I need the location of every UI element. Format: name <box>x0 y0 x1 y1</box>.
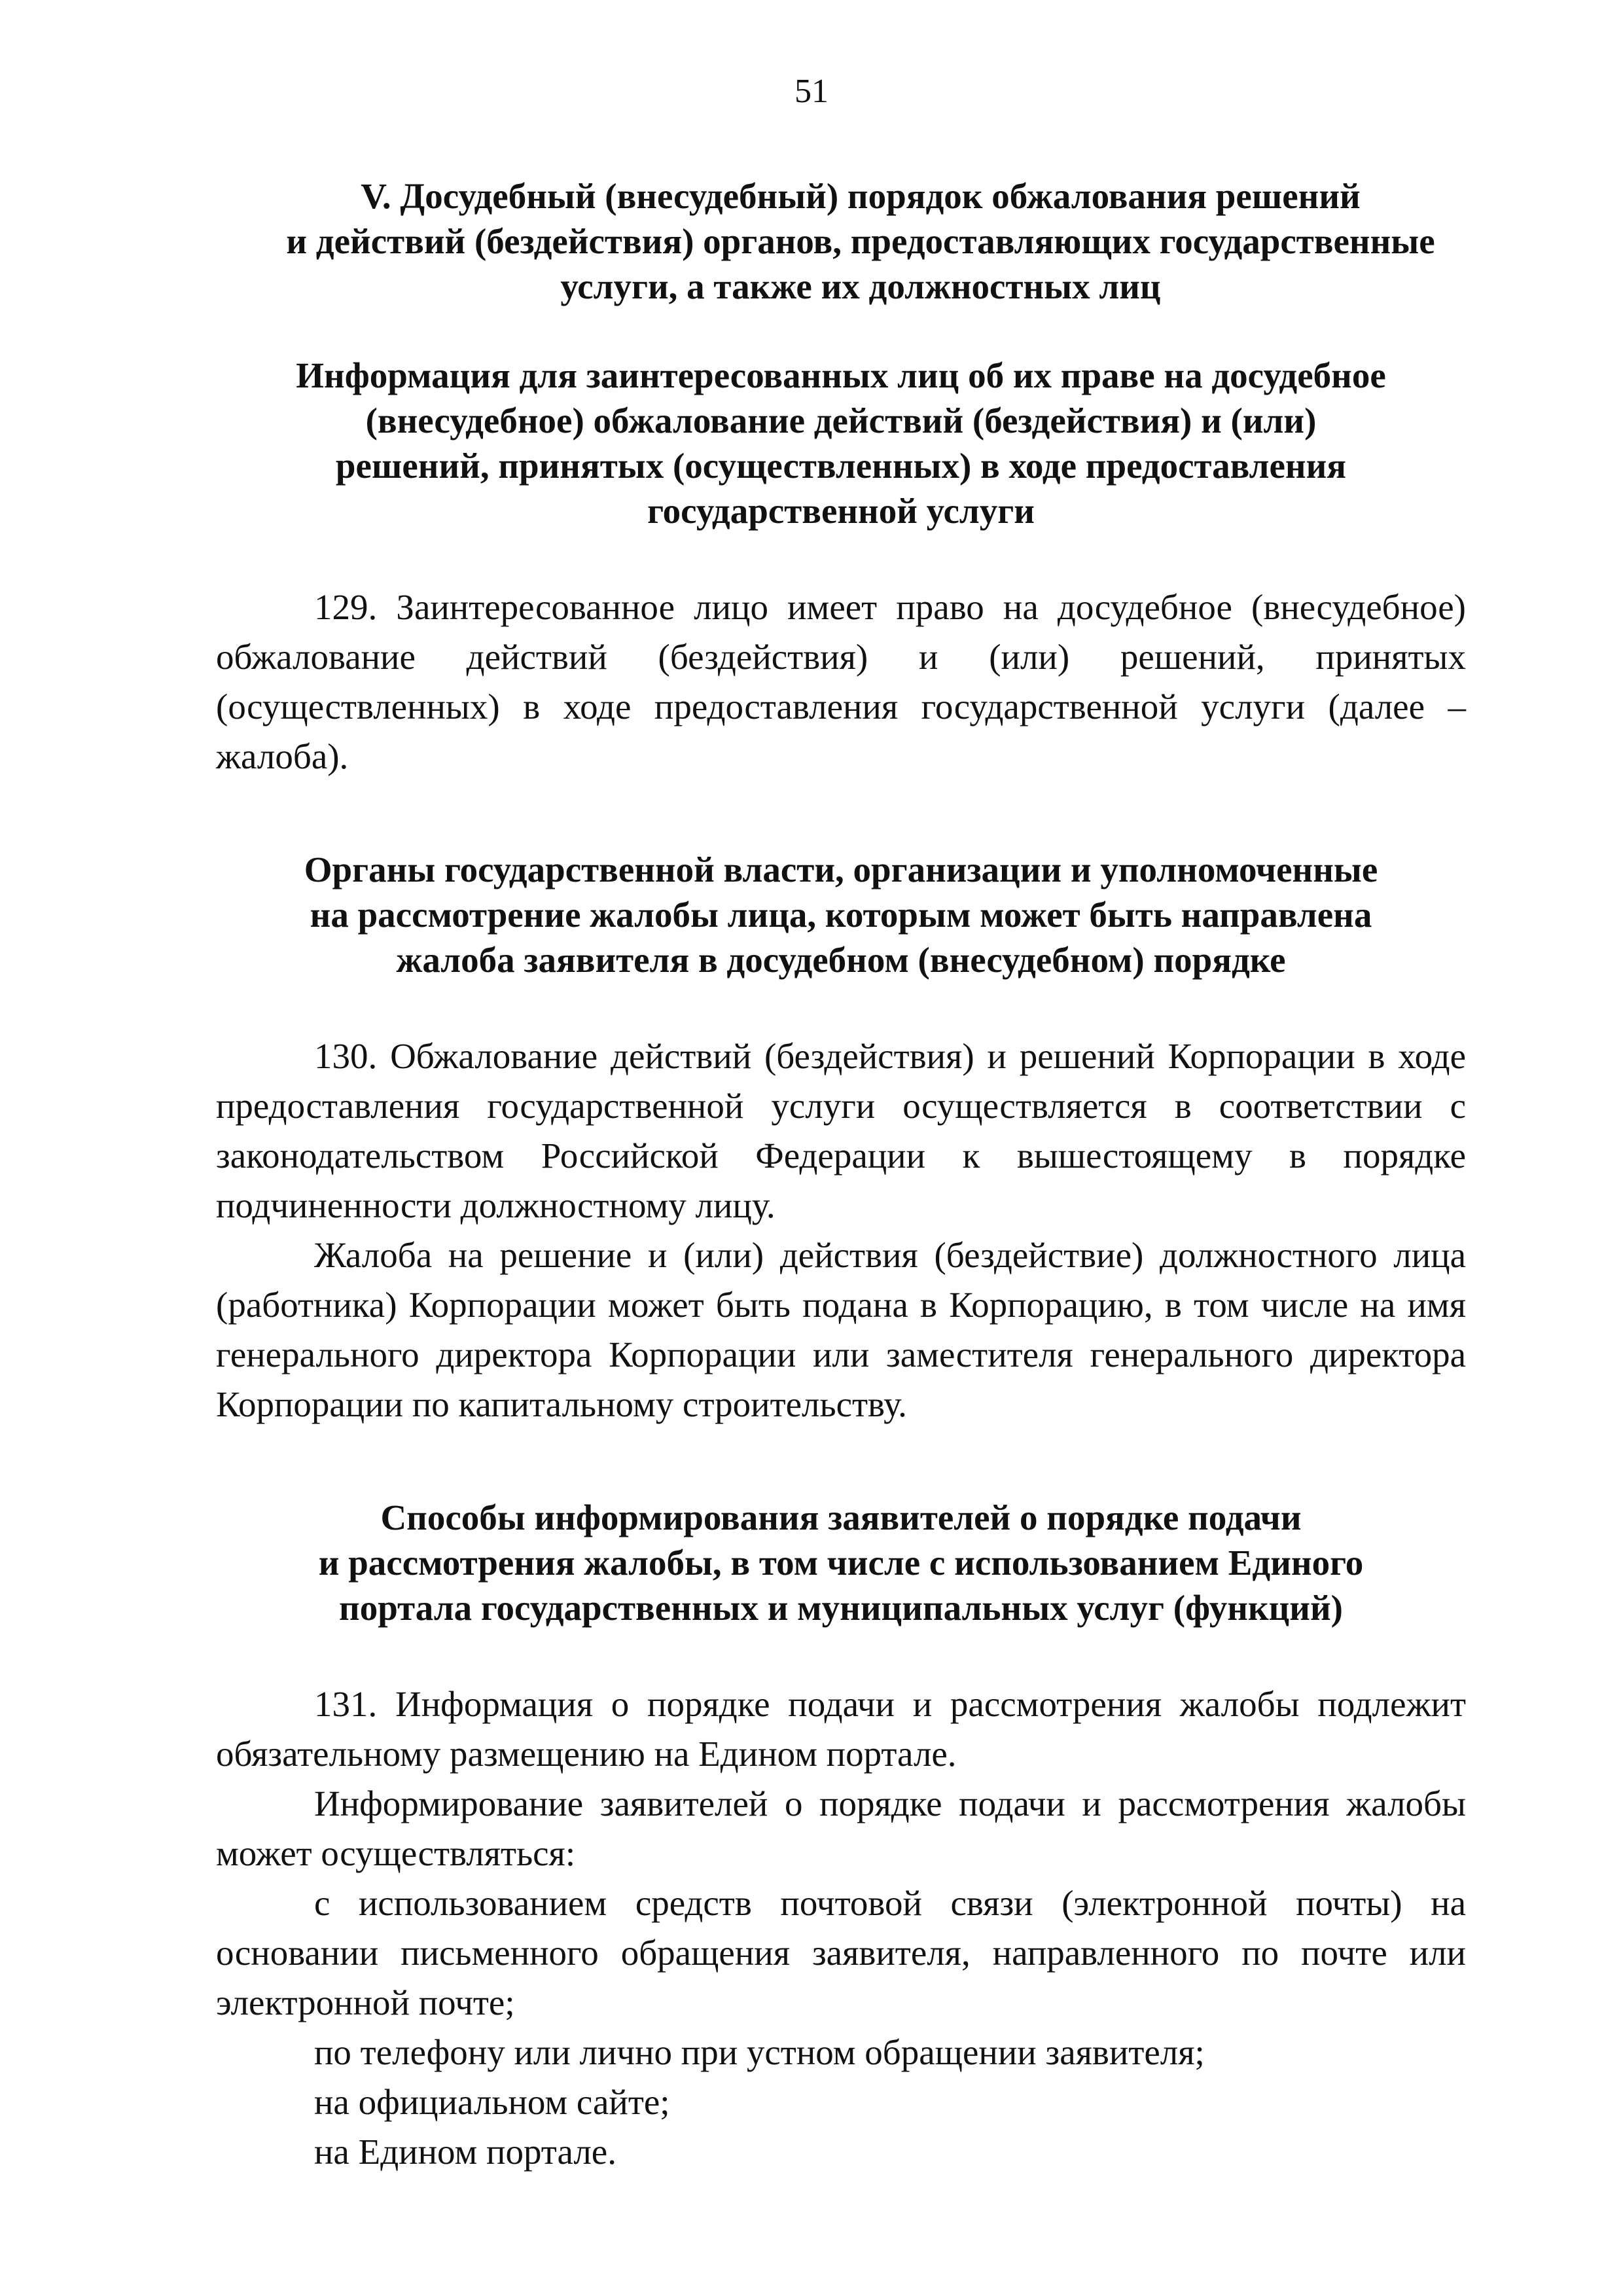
paragraph: с использованием средств почтовой связи (электронной почты) на основании письменного обращения заявителя, направленного по почте или электронной почте; <box>216 1883 1466 2022</box>
page-number: 51 <box>794 73 829 110</box>
subsection-heading: Способы информирования заявителей о порядке подачи и рассмотрения жалобы, в том числе с использованием Единого портала государственных и муниципальных услуг (функций) <box>318 1498 1364 1628</box>
document-body <box>216 173 1466 2177</box>
section-title: V. Досудебный (внесудебный) порядок обжалования решений и действий (бездействия) органов, предоставляющих государственные услуги, а также их должностных лиц <box>286 176 1435 306</box>
paragraph: Информирование заявителей о порядке подачи и рассмотрения жалобы может осуществляться: <box>216 1784 1466 1873</box>
list-line: по телефону или лично при устном обращении заявителя; <box>314 2032 1205 2072</box>
subsection-heading: Органы государственной власти, организации и уполномоченные на рассмотрение жалобы лица, которым может быть направлена жалоба заявителя в досудебном (внесудебном) порядке <box>304 850 1378 980</box>
paragraph: 129. Заинтересованное лицо имеет право на досудебное (внесудебное) обжалование действий (бездействия) и (или) решений, принятых (осуществленных) в ходе предоставления государственной услуги (далее – жалоба). <box>216 587 1466 776</box>
subsection-heading: Информация для заинтересованных лиц об их праве на досудебное (внесудебное) обжалование действий (бездействия) и (или) решений, принятых (осуществленных) в ходе предоставления государственной услуги <box>296 355 1386 531</box>
paragraph: Жалоба на решение и (или) действия (бездействие) должностного лица (работника) Корпорации может быть подана в Корпорацию, в том числе на имя генерального директора Корпорации или заместителя генерального директора Корпорации по капитальному строительству. <box>216 1235 1466 1424</box>
list-line: на Едином портале. <box>314 2132 616 2172</box>
paragraph: 131. Информация о порядке подачи и рассмотрения жалобы подлежит обязательному размещению на Едином портале. <box>216 1684 1466 1774</box>
list-line: на официальном сайте; <box>314 2082 670 2122</box>
paragraph: 130. Обжалование действий (бездействия) и решений Корпорации в ходе предоставления государственной услуги осуществляется в соответствии с законодательством Российской Федерации к вышестоящему в порядке подчиненности должностному лицу. <box>216 1036 1466 1225</box>
